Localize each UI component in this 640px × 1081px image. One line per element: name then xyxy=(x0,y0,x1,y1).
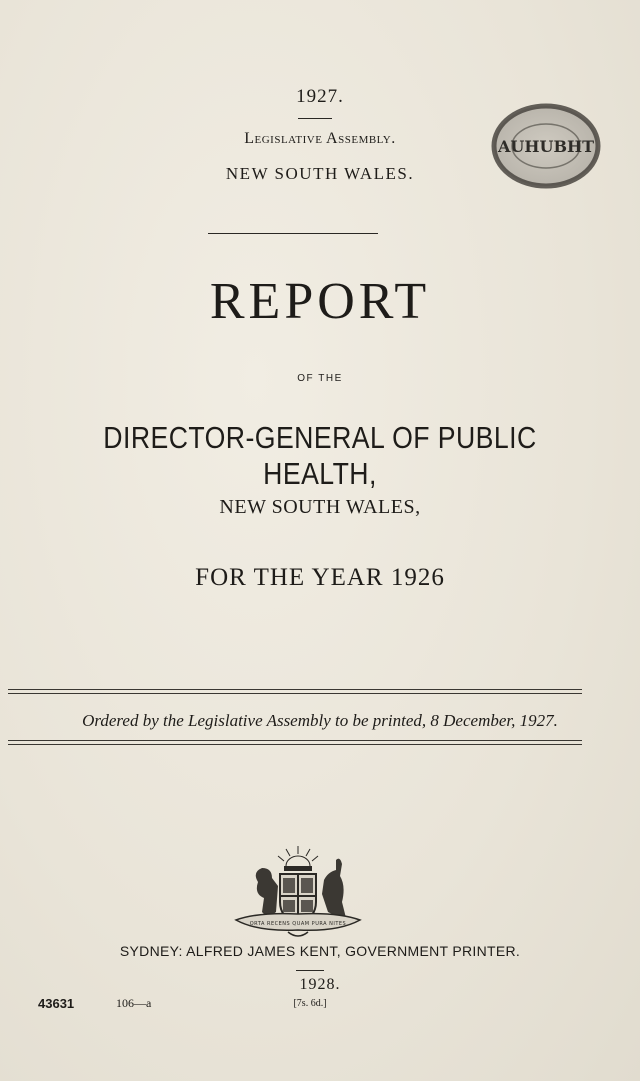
session-year: 1927. xyxy=(296,86,344,107)
divider-short xyxy=(298,118,332,119)
print-series-code: 106—a xyxy=(116,996,152,1010)
report-title: REPORT xyxy=(209,273,431,330)
printer-imprint: SYDNEY: ALFRED JAMES KENT, GOVERNMENT PRINTER. xyxy=(119,943,521,959)
double-rule-bottom-1 xyxy=(8,740,582,741)
order-statement: Ordered by the Legislative Assembly to be printed, 8 December, 1927. xyxy=(82,711,558,730)
price-label: [7s. 6d.] xyxy=(293,998,327,1009)
print-year: 1928. xyxy=(299,976,341,993)
motto-text: ORTA RECENS QUAM PURA NITES xyxy=(249,921,347,927)
divider-imprint xyxy=(296,970,324,971)
of-the-label: OF THE xyxy=(297,373,343,384)
report-subject: DIRECTOR-GENERAL OF PUBLIC HEALTH, xyxy=(103,420,537,491)
report-state: NEW SOUTH WALES, xyxy=(219,496,421,518)
report-period: FOR THE YEAR 1926 xyxy=(195,564,445,591)
double-rule-top-1 xyxy=(8,689,582,690)
print-order-number: 43631 xyxy=(38,996,75,1011)
assembly-heading: Legislative Assembly. xyxy=(244,130,396,147)
divider-medium xyxy=(208,233,378,234)
state-heading: NEW SOUTH WALES. xyxy=(225,164,415,183)
coat-of-arms-emblem xyxy=(228,842,368,942)
stamp-text: AUHUBHT xyxy=(498,137,594,156)
library-stamp xyxy=(480,100,610,192)
double-rule-bottom-2 xyxy=(8,744,582,745)
double-rule-top-2 xyxy=(8,693,582,694)
